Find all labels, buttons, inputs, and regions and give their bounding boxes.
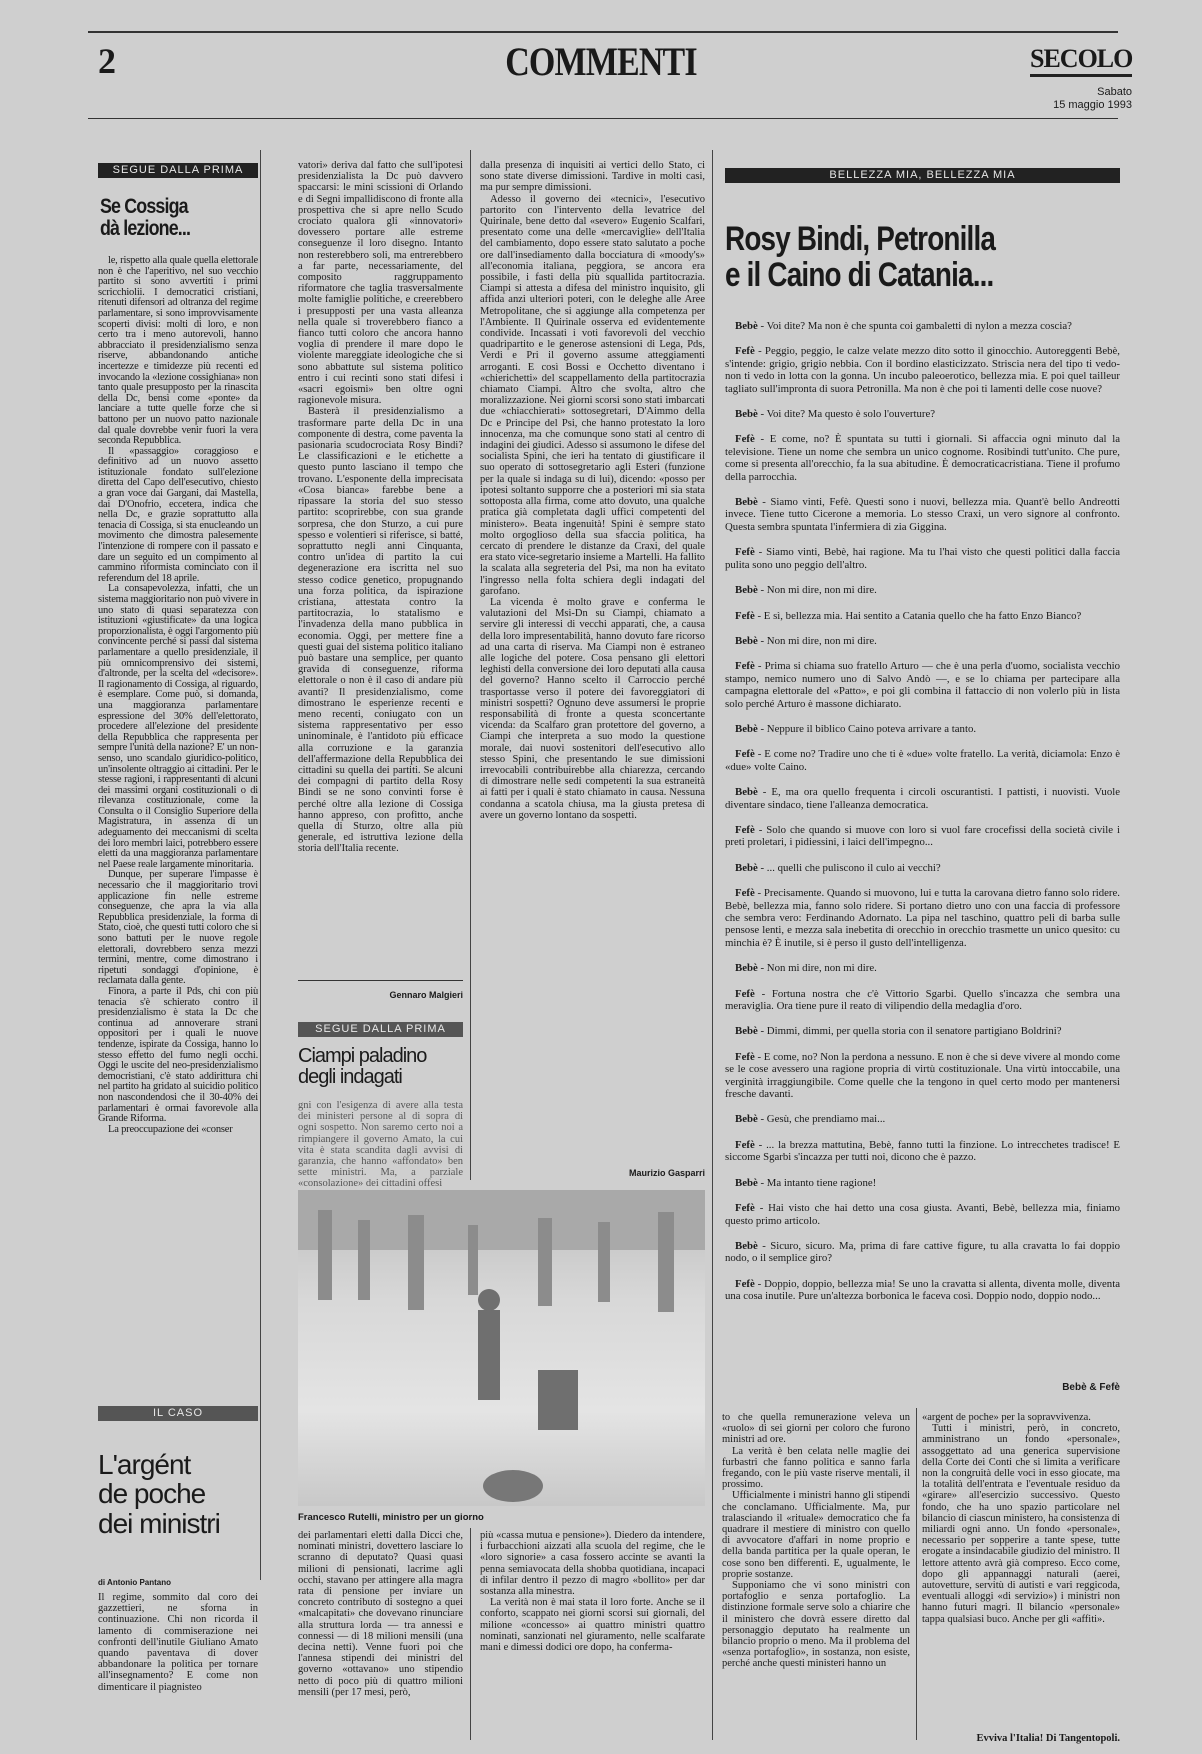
top-rule: [88, 31, 1118, 33]
dialog-line: [725, 496, 1120, 533]
dialog-text: - Non mi dire, non mi dire.: [760, 584, 877, 597]
article-body-continued: [298, 160, 463, 972]
dialog-line: [725, 1278, 1120, 1303]
speaker: Bebè: [735, 962, 758, 975]
speaker: Fefè: [735, 345, 755, 358]
paragraph: Finora, a parte il Pds, chi con più tenacia s'è schierato contro il presidenzialismo è stata la Dc che continua ad annoverare strani oppositori per i quali le nuove tendenze, ispirate da Cossiga, hanno lo stesso effetto del fumo negli occhi. Oggi le uscite del neo-presidenzialismo democristiani, c'è stato addirittura chi nel partito ha gridato al suicidio politico non nascondendosi che il 30-40% dei parlamentari è ormai favorevole alla Grande Riforma.: [98, 985, 258, 1125]
speaker: Bebè: [735, 408, 758, 421]
paragraph: «argent de poche» per la sopravvivenza.: [922, 1412, 1091, 1423]
dialog-line: [725, 887, 1120, 949]
paragraph: La verità non è mai stata il loro forte. Anche se il conforto, scappato nei giorni scorsi sui giornali, del milione «concesso» ai quattro ministri quattro nominati, sanzionati nel giuramento, nelle scalfarate mani e dimessi dodici ore dopo, ha conferma-: [480, 1597, 705, 1654]
byline: di Antonio Pantano: [98, 1578, 172, 1587]
dialog-text: - ... quelli che puliscono il culo ai vecchi?: [760, 861, 941, 874]
dialog-text: - Siamo vinti, Fefè. Questi sono i nuovi, bellezza mia. Quant'è bello Andreotti invece. Tiene tutto Cicerone a memoria. Lo stesso Craxi, un vero signore al confronto. Questa sembra spuntata l'infermiera di zia Giggina.: [725, 496, 1120, 533]
dialog-text: - Fortuna nostra che c'è Vittorio Sgarbi. Quello s'incazza che sembra una meraviglia. Ora tiene pure il reato di vilipendio della medaglia d'oro.: [725, 987, 1120, 1013]
dialog-text: - Non mi dire, non mi dire.: [760, 634, 877, 647]
headline-line: L'argént: [98, 1449, 191, 1480]
dialog-line: [725, 786, 1120, 811]
headline-line: e il Caino di Catania...: [725, 255, 994, 294]
paragraph: dalla presenza di inquisiti ai vertici dello Stato, ci sono state diverse dimissioni. Tardive in molti casi, ma pur sempre dimissioni.: [480, 160, 705, 194]
speaker: Fefè: [735, 823, 755, 836]
column-divider: [470, 1528, 471, 1740]
speaker: Bebè: [735, 1176, 758, 1189]
paragraph: più «cassa mutua e pensione»). Diedero da intendere, i furbacchioni aizzati alla scuola del regime, che le «loro signorie» a casa fossero accinte se avanti la penna semiavocata della shobba quotidiana, incapaci di infilar dentro il pezzo di magro «bollito» per dar sostanza alla minestra.: [480, 1530, 705, 1598]
issue-day: Sabato: [1097, 86, 1132, 98]
dialog-line: [725, 610, 1120, 622]
column-divider: [916, 1408, 917, 1740]
article-body: [922, 1412, 1120, 1730]
dialog-line: [725, 635, 1120, 647]
kicker: SEGUE DALLA PRIMA: [98, 163, 258, 178]
section-title: COMMENTI: [505, 39, 697, 84]
photo-caption: Francesco Rutelli, ministro per un giorno: [298, 1512, 484, 1523]
dialog-text: - Doppio, doppio, bellezza mia! Se uno la cravatta si allenta, diventa molle, diventa una cosa inutile. Pure un'altezza borbonica le faceva così. Doppio nodo, doppio nodo...: [725, 1277, 1120, 1303]
headline-line: de poche: [98, 1478, 206, 1510]
dialog-line: [725, 660, 1120, 710]
dialog-text: - Solo che quando si muove con loro si vuol fare crocefissi della società civile i preti proletari, i pidiessini, i laici dell'impegno...: [725, 823, 1120, 849]
headline-line: Ciampi paladino: [298, 1045, 427, 1067]
speaker: Bebè: [735, 1113, 758, 1126]
headline: [298, 1046, 426, 1088]
paragraph: Ufficialmente i ministri hanno gli stipendi che conclamano. Ufficialmente. Ma, pur tralasciando il «rituale» democratico che fa quadrare il mestiere di ministro con quello di avvocatore d'affari in nome proprio e della banda partitica per la quale operan, le cose sono ben differenti. E, ugualmente, le proprie sostanze.: [722, 1490, 910, 1580]
dialog-line: [725, 1202, 1120, 1227]
column-divider: [260, 150, 261, 1580]
news-photo: [298, 1190, 705, 1506]
paragraph: to che quella remunerazione veleva un «ruolo» di sei giorni per coloro che furono ministri ad ore.: [722, 1412, 910, 1446]
speaker: Bebè: [735, 496, 758, 509]
speaker: Fefè: [735, 660, 755, 673]
speaker: Fefè: [735, 1277, 755, 1290]
dialog-text: - E come no? Tradire uno che ti è «due» volte fratello. La verità, diciamola: Enzo è «due» volte Caino.: [725, 748, 1120, 773]
article-body: [98, 256, 258, 1396]
speaker: Bebè: [735, 1239, 758, 1252]
dialog-line: [725, 408, 1120, 420]
dialog-line: [725, 433, 1120, 483]
issue-date-text: 15 maggio 1993: [1053, 99, 1132, 111]
paragraph: Il regime, sommito dal coro dei gazzettieri, ne sforna in continuazione. Chi non ricorda il lamento di commiserazione nei confronti dell'inutile Giuliano Amato quando paventava di dover abbandonare la politica per tornare all'insegnamento? E come non dimenticare il piagnisteo: [98, 1592, 258, 1693]
article-body: [480, 1530, 705, 1740]
paragraph: La preoccupazione dei «conser: [108, 1123, 233, 1135]
speaker: Fefè: [735, 1050, 755, 1063]
masthead-logo: SECOLO: [1030, 44, 1132, 77]
dialog-text: - Peggio, peggio, le calze velate mezzo dito sotto il ginocchio. Autoreggenti Bebè, s'intende: grigio, grigio nebbia. Con il bordino elasticizzato. Striscia nera del tipo ti vedo-non ti vedo in lotta con la gonna. Un incubo paleoerotico, bellezza mia. E poi quel tailleur tagliato sull'impronta di suora Petronilla. Ma non è che poi ti lamenti delle cose nuove?: [725, 345, 1120, 395]
paragraph: dei parlamentari eletti dalla Dicci che, nominati ministri, dovettero lasciare lo scranno di deputato? Quasi quasi milioni di pensionati, lacrime agli occhi, stavano per attingere alla magra rata di pensione per inviare un concreto contributo di sostegno a quei «malcapitati» che dovevano rinunciare alla struttura lorda — tra annessi e connessi — di 18 milioni mensili (una decina netti). Venne fuori poi che l'annesa stipendi dei ministri del governo «ottavano» uno stipendio netto di poco più di quattro milioni mensili (per 17 mesi, però,: [298, 1530, 463, 1698]
article-body: [298, 1530, 463, 1740]
column-divider: [712, 150, 713, 1740]
dialog-text: - Gesù, che prendiamo mai...: [760, 1113, 886, 1126]
dialog-line: [725, 345, 1120, 395]
speaker: Bebè: [735, 1025, 758, 1038]
closing-line: Evviva l'Italia! Di Tangentopoli.: [976, 1733, 1120, 1744]
headline-line: Se Cossiga: [100, 195, 188, 218]
dialog-text: - E sì, bellezza mia. Hai sentito a Catania quello che ha fatto Enzo Bianco?: [757, 609, 1082, 622]
article-body-continued: [480, 160, 705, 1164]
dialog-text: - ... la brezza mattutina, Bebè, fanno tutti la finzione. Lo intrecchetes tradisce! E siccome Sgarbi s'incazza per tutti noi, dicono che è pazzo.: [725, 1138, 1120, 1164]
speaker: Fefè: [735, 609, 755, 622]
paragraph: Tutti i ministri, però, in concreto, amministrano un fondo «personale», assoggettato ad una generica supervisione della Corte dei Conti che si limita a verificare non la congruità delle voci in esso giocate, ma la totalità dell'entrata e l'eventuale residuo da «girare» all'esercizio successivo. Questo fondo, che ha uno spazio particolare nel bilancio di ciascun ministero, ha consistenza di miliardi ogni anno. Un fondo «personale», necessario per sopperire a tante spese, tutte erogate a insindacabile giudizio del ministro. Il lettore attento avrà già compreso. Ecco come, dopo gli appannaggi naturali (aerei, autovetture, servitù di autisti e vari reggicoda, eventuali alloggi «di servizio») i ministri non hanno futuri magri. Il bilancio «personale» tappa qualsiasi buco. Anche per gli «affiti».: [922, 1423, 1120, 1625]
dialog-line: [725, 546, 1120, 571]
speaker: Fefè: [735, 1202, 755, 1215]
crowd-photo-illustration: [298, 1190, 705, 1506]
paragraph: La vicenda è molto grave e conferma le valutazioni del Msi-Dn su Ciampi, chiamato a servire gli interessi di vecchi apparati, che, a causa della loro impresentabilità, hanno dovuto fare ricorso ad una carta di riserva. Ma Ciampi non è estraneo alle logiche del potere. Cosa pensano gli elettori leghisti della conversione dei loro deputati alla causa del governo? Hanno scelto il Carroccio perché trasportasse verso il potere dei favoreggiatori di ministri sospetti? Ognuno deve assumersi le proprie responsabilità di fronte a questa sconcertante vicenda: da Scalfaro gran protettore del governo, a Ciampi che interpreta a suo modo la questione morale, dai nuovi sostenitori dell'esecutivo allo stesso Spini, che presentando le sue dimissioni irrevocabili contribuirebbe alla chiarezza, cercando di dimostrare nelle sedi competenti la sua estraneità ai fatti per i quali è stato chiamato in causa. Nessuna condanna a scatola chiusa, ma la giusta pretesa di avere un governo lontano da sospetti.: [480, 596, 705, 821]
author: Bebè & Fefè: [1062, 1382, 1120, 1393]
dialog-line: [725, 1177, 1120, 1189]
speaker: Fefè: [735, 887, 755, 900]
paragraph: La verità è ben celata nelle maglie dei furbastri che fanno politica e sanno farla fregando, con le più vaste riserve mentali, il prossimo.: [722, 1445, 910, 1491]
dialog-line: [725, 1051, 1120, 1101]
dialog-text: - Sicuro, sicuro. Ma, prima di fare cattive figure, tu alla cravatta lo fai doppio nodo, o il semplice giro?: [725, 1239, 1120, 1265]
article-body: [98, 1592, 258, 1737]
dialog-line: [725, 1240, 1120, 1265]
dialog-text: - Ma intanto tiene ragione!: [760, 1176, 877, 1189]
paragraph: le, rispetto alla quale quella elettorale non è che l'aperitivo, nel suo vecchio partito si sono avvertiti i primi scricchiolii. I democratici cristiani, ritenuti difensori ad oltranza del regime parlamentare, si sono improvvisamente scoperti divisi: molti di loro, e non certo tra i meno autorevoli, hanno abbracciato il presidenzialismo senza riserve, abbandonando antiche incertezze e timidezze più recenti ed invocando la «lezione cossighiana» non tanto quale presupposto per la rinascita della Dc, bensì come «ponte» da lanciare a tutte quelle forze che si battono per un nuovo patto nazionale dal quale dovrebbe venir fuori la vera seconda Repubblica.: [98, 255, 258, 447]
kicker: BELLEZZA MIA, BELLEZZA MIA: [725, 168, 1120, 183]
dialog-line: [725, 1025, 1120, 1037]
dialog-text: - E come, no? Non la perdona a nessuno. E non è che si deve vivere al mondo come se le cose avessero una ragione propria di virtù costituzionale. Una virtù intoccabile, una verginità irraggiungibile. Come quelle che la tengono in quel certo modo per mantenersi fresche davanti.: [725, 1050, 1120, 1101]
author: Maurizio Gasparri: [628, 1168, 705, 1178]
dialog-text: - E, ma ora quello frequenta i circoli oscurantisti. I pattisti, i nuovisti. Vuole diventare sindaco, tiene l'alleanza democratica.: [725, 786, 1121, 811]
dialog-text: - Neppure il biblico Caino poteva arrivare a tanto.: [760, 722, 977, 735]
divider: [298, 980, 463, 981]
column-divider: [470, 150, 471, 1180]
issue-date: [1053, 86, 1132, 112]
dialog-text: - E come, no? È spuntata su tutti i giornali. Si affaccia ogni minuto dal la televisione. Tiene un nome che sembra un unico cognome. Rosibindi tutt'unito. Che pure, come si presenta all'orecchio, fa la sua abitudine. È democraticacristiana. Tiene il profumo della parrocchia.: [725, 433, 1121, 483]
paragraph: Basterà il presidenzialismo a trasformare parte della Dc in una componente di destra, come paventa la pasionaria scudocrociata Rosy Bindi? Le classificazioni e le etichette a questo punto lasciano il tempo che trovano. L'esponente della imprecisata «Cosa bianca» farebbe bene a ripassare la storia del suo stesso partito: scoprirebbe, con sua grande sorpresa, che don Sturzo, a cui pure spesso e volentieri si riferisce, si batté, soprattutto negli anni Cinquanta, contro un'idea di partito la cui degenerazione era iscritta nel suo stesso codice genetico, propugnando una forza politica, da ispirazione cristiana, attestata contro la partitocrazia, lo statalismo e l'invadenza della mano pubblica in economia. Oggi, per mettere fine a questi guai del sistema politico italiano può bastare una semplice, per quanto gravida di conseguenze, riforma elettorale o non è il caso di andare più avanti? Il presidenzialismo, come dimostrano le esperienze recenti e meno recenti, coniugato con un sistema rappresentativo per esso uninominale, è l'antidoto più efficace alla corruzione e la garanzia dell'affermazione della Repubblica dei cittadini su quella dei partiti. Se alcuni dei compagni di partito della Rosy Bindi se ne sono convinti forse è perché oltre alla lezione di Cossiga hanno appreso, con profitto, anche quella di Sturzo, oltre alla più generale, ed istruttiva lezione della storia dell'Italia recente.: [298, 406, 463, 855]
article-body: [298, 1100, 463, 1190]
speaker: Bebè: [735, 634, 758, 647]
kicker: SEGUE DALLA PRIMA: [298, 1022, 463, 1037]
speaker: Bebè: [735, 861, 758, 874]
headline-line: degli indagati: [298, 1066, 402, 1088]
headline: [725, 222, 995, 293]
kicker: IL CASO: [98, 1406, 258, 1421]
dialog-line: [725, 748, 1120, 773]
article-body: [722, 1412, 910, 1742]
speaker: Fefè: [735, 1138, 755, 1151]
dialog-line: [725, 723, 1120, 735]
speaker: Fefè: [735, 748, 755, 761]
dialog-text: - Voi dite? Ma questo è solo l'ouverture?: [760, 408, 936, 421]
dialog-line: [725, 584, 1120, 596]
speaker: Bebè: [735, 320, 758, 332]
speaker: Fefè: [735, 546, 755, 559]
headline-line: dei ministri: [98, 1507, 220, 1539]
paragraph: La consapevolezza, infatti, che un sistema maggioritario non può vivere in uno stato di quasi separatezza con istituzioni «giustificate» da una logica proporzionalista, è oggi l'argomento più convincente perché si passi dal sistema parlamentare a quello presidenziale, il più omnicomprensivo dei sistemi, d'altronde, per la scelta del «decisore». Il ragionamento di Cossiga, al riguardo, è esemplare. Come può, si domanda, una maggioranza parlamentare espressione del 30% dell'elettorato, procedere all'elezione del presidente della Repubblica che rappresenta per sempre l'unità della nazione? E' un non-senso, uno scandalo giuridico-politico, un'insolente oltraggio ai cittadini. Per le stesse ragioni, i rappresentanti di alcuni dei massimi organi costituzionali o di rilevanza costituzionale, come la Consulta o il Consiglio Superiore della Magistratura, in assenza di un adeguamento dei meccanismi di scelta dei loro membri laici, potrebbero essere eletti da una maggioranza parlamentare nel Paese reale largamente minoritaria.: [98, 583, 258, 870]
headline-line: dà lezione...: [100, 217, 191, 241]
headline: [100, 196, 190, 240]
paragraph: Dunque, per superare l'impasse è necessario che il maggioritario trovi applicazione fin nelle estreme conseguenze, che apra la via alla Repubblica presidenziale, la forma di Stato, cioè, che questi tutti coloro che si sono battuti per le nuove regole elettorali, dovrebbero senza mezzi termini, mentre, come dimostrano i ripetuti sondaggi d'opinione, è reclamata dalla gente.: [98, 869, 258, 987]
headline-line: Rosy Bindi, Petronilla: [725, 220, 996, 258]
dialog-line: [725, 988, 1120, 1013]
page-number: 2: [98, 41, 116, 81]
dialog-line: [725, 1139, 1120, 1164]
dialog-text: - Siamo vinti, Bebè, hai ragione. Ma tu l'hai visto che questi politici dalla faccia pulita sono uno peggio dell'altro.: [725, 546, 1120, 571]
speaker: Bebè: [735, 584, 758, 597]
dialog-line: [725, 824, 1120, 849]
speaker: Fefè: [735, 987, 755, 1000]
author: Gennaro Malgieri: [389, 990, 463, 1000]
header-rule: [88, 118, 1118, 119]
speaker: Fefè: [735, 433, 755, 446]
paragraph: Supponiamo che vi sono ministri con portafoglio e senza portafoglio. La distinzione formale serve solo a chiarire che il ministero che dovrà essere diretto dal personaggio deputato ha realmente un bilancio proprio o meno. Ma il problema del «senza portafoglio», in sostanza, non esiste, perché anche questi ministeri hanno un: [722, 1580, 910, 1670]
dialog-text: - Prima si chiama suo fratello Arturo — che è una perla d'uomo, socialista vecchio stampo, nemico numero uno di Salvo Andò —, e se lo chiama per partecipare alla campagna elettorale del «Patto», e poi gli combina il fattaccio di non volerlo più in lista solo perché Arturo è massone dichiarato.: [725, 660, 1120, 710]
paragraph: gni con l'esigenza di avere alla testa dei ministeri persone al di sopra di ogni sospetto. Non saremo certo noi a rimpiangere il governo Amato, la cui vita è stata scandita dagli avvisi di garanzia, che hanno «affondato» ben sette ministri. Ma, a parziale «consolazione» dei cittadini offesi: [298, 1100, 463, 1190]
paragraph: Il «passaggio» coraggioso e definitivo ad un nuovo assetto istituzionale fondato sull'elezione diretta del Capo dell'esecutivo, chiesto a gran voce dai Gargani, dai Mastella, dai D'Onofrio, eccetera, indica che nella Dc, e grazie soprattutto alla tenacia di Cossiga, si sta enucleando un movimento che dimostra palesemente l'intenzione di rompere con il passato e dare un seguito ed un compimento al cammino riformista cominciato con il referendum del 18 aprile.: [98, 445, 258, 584]
headline: [98, 1450, 220, 1538]
dialog-text: - Precisamente. Quando si muovono, lui e tutta la carovana dietro fanno solo ridere. Bebè, bellezza mia, fanno solo ridere. Si portano dietro uno con una faccia di professore che sembra vero: Ferdinando Adornato. La pipa nel taschino, quattro peli di barba sulle pensose lenti, e mezza sala inebetita di orecchio in orecchio trasmette un unico quesito: cu minchia è? È inutile, si è perso il gusto dell'intelligenza.: [725, 887, 1120, 949]
dialog-line: [725, 962, 1120, 974]
dialog-body: [725, 320, 1120, 1380]
paragraph: Adesso il governo dei «tecnici», l'esecutivo partorito con l'intervento della levatrice del Quirinale, bene detto dal «severo» Eugenio Scalfari, presentato come una delle «mercaviglie» dell'Italia del cambiamento, dopo essere stato salutato a poche ore dall'insediamento dalla bocciatura di «moody's» all'economia italiana, peggiora, se ancora era possibile, i fasti della più squallida partitocrazia. Ciampi si attesta a difesa del ministro inquisito, gli affida anzi ulteriori poteri, con le deleghe alle Aree Metropolitane, che si aggiunge alla competenza per l'Ambiente. Il Quirinale osserva ed evidentemente condivide. Incassati i voti favorevoli del vecchio quadripartito e le generose astensioni di Lega, Pds, Verdi e Pri il governo assume atteggiamenti arroganti. E così Bossi e Occhetto diventano i «chierichetti» del scappellamento della partitocrazia chiamato Ciampi. Altro che svolta, altro che moralizzazione. Nei giorni scorsi sono stati imbarcati due «chiacchierati» sottosegretari, D'Aimmo della Dc e Principe del Psi, che hanno protestato la loro innocenza, ma che comunque sono stati al centro di indagini dei giudici. Adesso si assumono le difese del socialista Spini, che ieri ha tentato di giustificare il suo operato di sottosegretario agli Esteri (funzione per la quale si indaga su di lui), dicendo: «posso per ipotesi soltanto supporre che a posteriori mi sia stata sottoposta alla firma, come atto dovuto, una qualche pratica già completata dagli uffici competenti del ministero». Beata ingenuità! Spini è sempre stato molto orgoglioso della sua sfaccia politica, ha cercato di prendere le distanze da Craxi, del quale era stato vice-segretario insieme a Martelli. Ha fallito la scalata alla segreteria del Psi, ma non ha evitato l'ingresso nella folta schiera degli indagati del garofano.: [480, 193, 705, 597]
dialog-line: [725, 1113, 1120, 1125]
dialog-text: - Voi dite? Ma non è che spunta coi gambaletti di nylon a mezza coscia?: [760, 320, 1072, 332]
speaker: Bebè: [735, 722, 758, 735]
speaker: Bebè: [735, 786, 758, 799]
dialog-text: - Dimmi, dimmi, per quella storia con il senatore partigiano Boldrini?: [760, 1025, 1062, 1038]
dialog-line: [725, 320, 1120, 332]
dialog-text: - Non mi dire, non mi dire.: [760, 962, 877, 975]
dialog-line: [725, 862, 1120, 874]
dialog-text: - Hai visto che hai detto una cosa giusta. Avanti, Bebè, bellezza mia, finiamo questo primo articolo.: [725, 1202, 1120, 1227]
paragraph: vatori» deriva dal fatto che sull'ipotesi presidenzialista la Dc può davvero spaccarsi: le mini scissioni di Orlando e di Segni impallidiscono di fronte alla prospettiva che si apre nello Scudo crociato qualora gli «innovatori» dovessero portare alle estreme conseguenze il loro disegno. Intanto non resterebbero soli, ma entrerebbero a far parte, necessariamente, del composito raggruppamento riformatore che taglia trasversalmente molte famiglie politiche, e creerebbero i presupposti per una vasta alleanza nella quale si troverebbero fianco a fianco tutti coloro che ancora hanno voglia di prendere il mare dopo le violente mareggiate ideologiche che si sono abbattute sul sistema politico entro i cui recinti sono stati difesi i «sacri egoismi» ben oltre ogni ragionevole misura.: [298, 160, 463, 407]
